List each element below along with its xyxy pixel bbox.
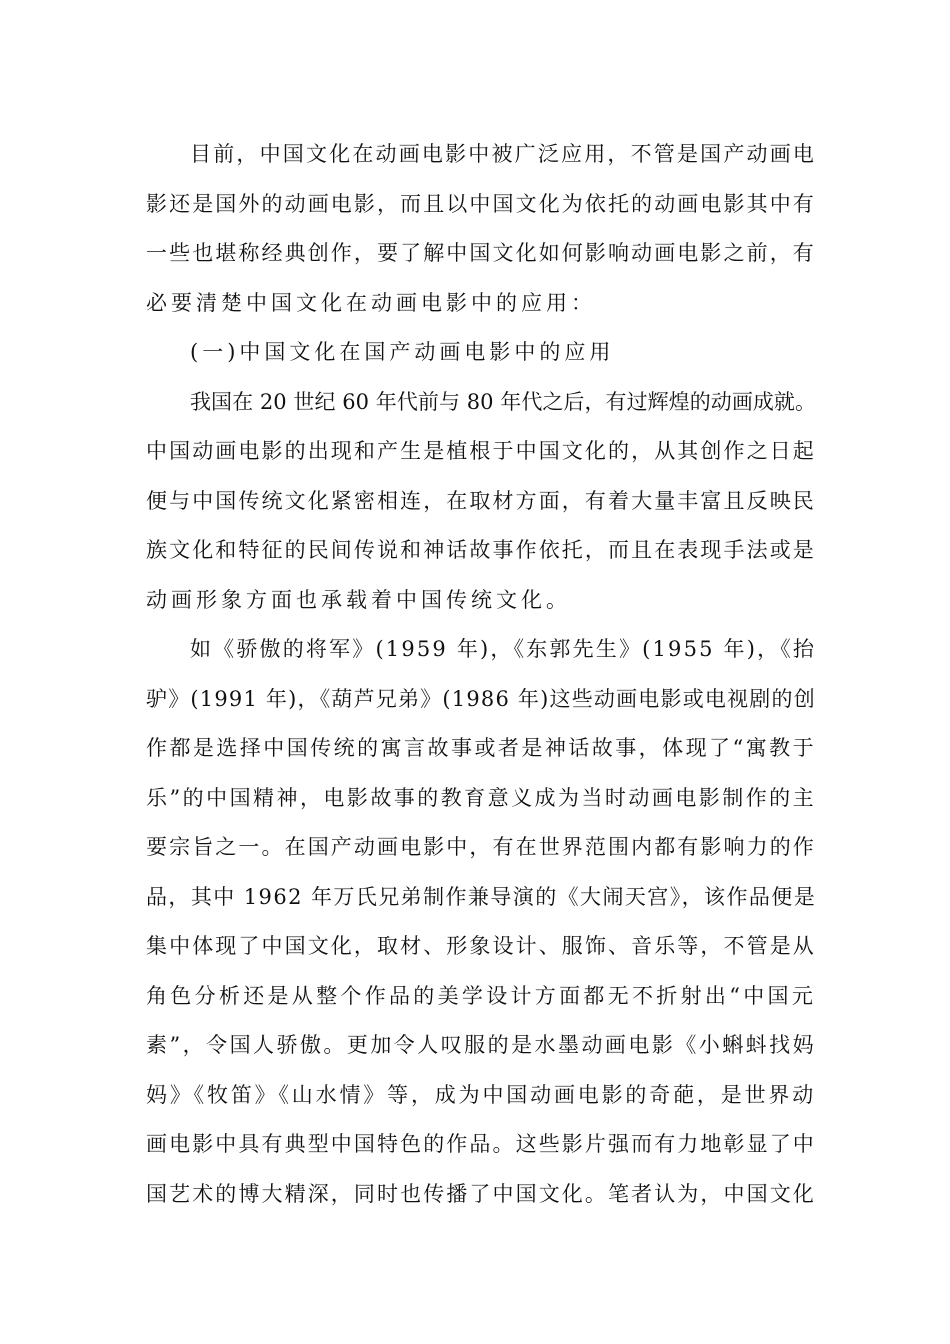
text-line: 便与中国传统文化紧密相连，在取材方面，有着大量丰富且反映民 <box>146 488 816 513</box>
text-line: 族文化和特征的民间传说和神话故事作依托，而且在表现手法或是 <box>146 538 816 562</box>
body-text <box>146 130 816 1219</box>
text-line: 妈》《牧笛》《山水情》等，成为中国动画电影的奇葩，是世界动 <box>146 1082 817 1107</box>
text-line: 影还是国外的动画电影，而且以中国文化为依托的动画电影其中有 <box>146 191 816 216</box>
text-line: 如《骄傲的将军》(1959 年)，《东郭先生》(1955 年)，《抬 <box>190 637 817 661</box>
text-line: 素”，令国人骄傲。更加令人叹服的是水墨动画电影《小蝌蚪找妈 <box>146 1033 817 1057</box>
text-line: 品，其中 1962 年万氏兄弟制作兼导演的《大闹天宫》，该作品便是 <box>146 884 817 909</box>
text-line: 一些也堪称经典创作，要了解中国文化如何影响动画电影之前，有 <box>146 241 816 265</box>
text-line: 要宗旨之一。在国产动画电影中，有在世界范围内都有影响力的作 <box>146 835 816 859</box>
text-line: 角色分析还是从整个作品的美学设计方面都无不折射出“中国元 <box>146 983 817 1008</box>
text-line: (一)中国文化在国产动画电影中的应用 <box>190 340 615 364</box>
text-line: 画电影中具有典型中国特色的作品。这些影片强而有力地彰显了中 <box>146 1132 816 1156</box>
text-line: 我国在 20 世纪 60 年代前与 80 年代之后，有过辉煌的动画成就。 <box>190 389 817 414</box>
text-line: 乐”的中国精神，电影故事的教育意义成为当时动画电影制作的主 <box>146 785 817 810</box>
text-line: 作都是选择中国传统的寓言故事或者是神话故事，体现了“寓教于 <box>146 736 817 760</box>
text-line: 国艺术的博大精深，同时也传播了中国文化。笔者认为，中国文化 <box>146 1181 816 1206</box>
text-line: 集中体现了中国文化，取材、形象设计、服饰、音乐等，不管是从 <box>146 934 816 958</box>
text-line: 中国动画电影的出现和产生是植根于中国文化的，从其创作之日起 <box>146 439 816 463</box>
text-line: 必要清楚中国文化在动画电影中的应用： <box>146 290 596 315</box>
text-line: 目前，中国文化在动画电影中被广泛应用，不管是国产动画电 <box>190 142 817 166</box>
text-line: 动画形象方面也承载着中国传统文化。 <box>146 587 571 612</box>
text-line: 驴》(1991 年)，《葫芦兄弟》(1986 年)这些动画电影或电视剧的创 <box>146 686 816 711</box>
